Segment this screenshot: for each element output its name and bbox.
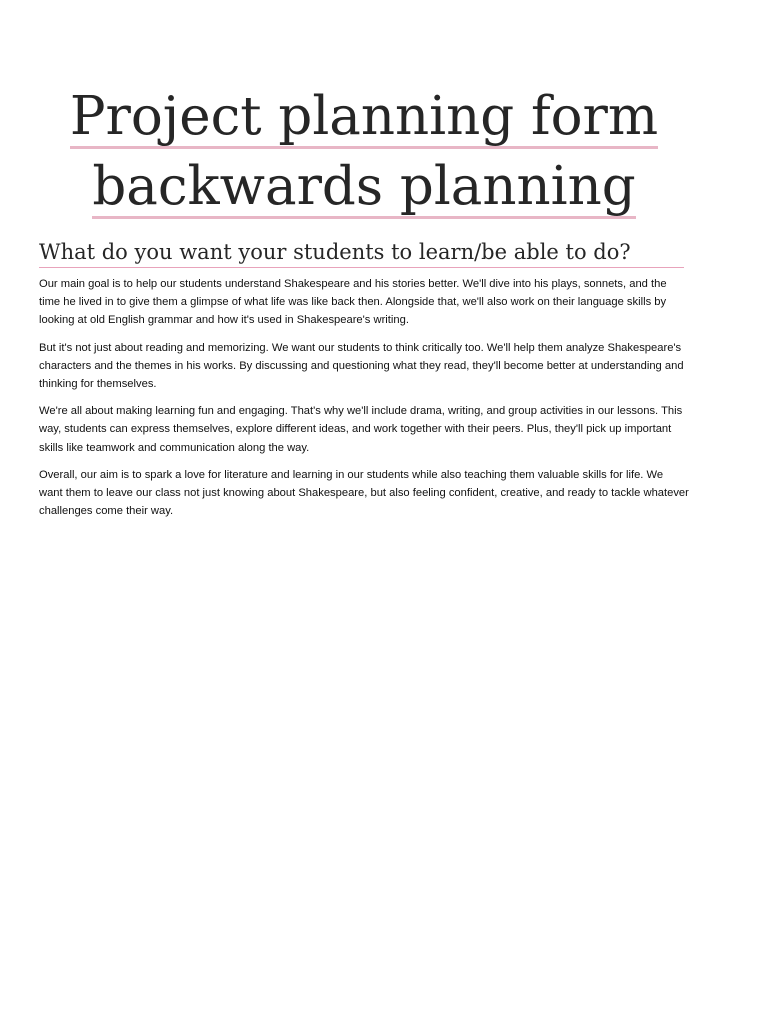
paragraph: We're all about making learning fun and engaging. That's why we'll include drama, writing, and group activities in our lessons. This way, students can express themselves, explore different ideas, and work together with their peers. Plus, they'll pick up important skills like teamwork and communication along the way. xyxy=(39,405,683,454)
paragraph: But it's not just about reading and memorizing. We want our students to think critically too. We'll help them analyze Shakespeare's characters and the themes in his works. By discussing and questioning what they read, they'll become better at understanding and thinking for themselves. xyxy=(39,341,684,391)
title-line-2 xyxy=(30,152,698,222)
paragraph: Our main goal is to help our students understand Shakespeare and his stories better. We'll dive into his plays, sonnets, and the time he lived in to give them a glimpse of what life was like back then. Alongside that, we'll also work on their language skills by looking at old English grammar and how it's used in Shakespeare's writing. xyxy=(39,278,667,327)
title-line-2-text: backwards planning xyxy=(92,156,636,217)
page-title xyxy=(30,82,698,222)
paragraph: Overall, our aim is to spark a love for literature and learning in our students while also teaching them valuable skills for life. We want them to leave our class not just knowing about Shakespeare, but also feeling confident, creative, and ready to tackle whatever challenges come their way. xyxy=(39,468,689,518)
section-heading: What do you want your students to learn/be able to do? xyxy=(39,238,684,268)
title-line-1 xyxy=(30,82,698,152)
title-line-1-text: Project planning form xyxy=(69,86,659,147)
body-text xyxy=(39,275,689,529)
